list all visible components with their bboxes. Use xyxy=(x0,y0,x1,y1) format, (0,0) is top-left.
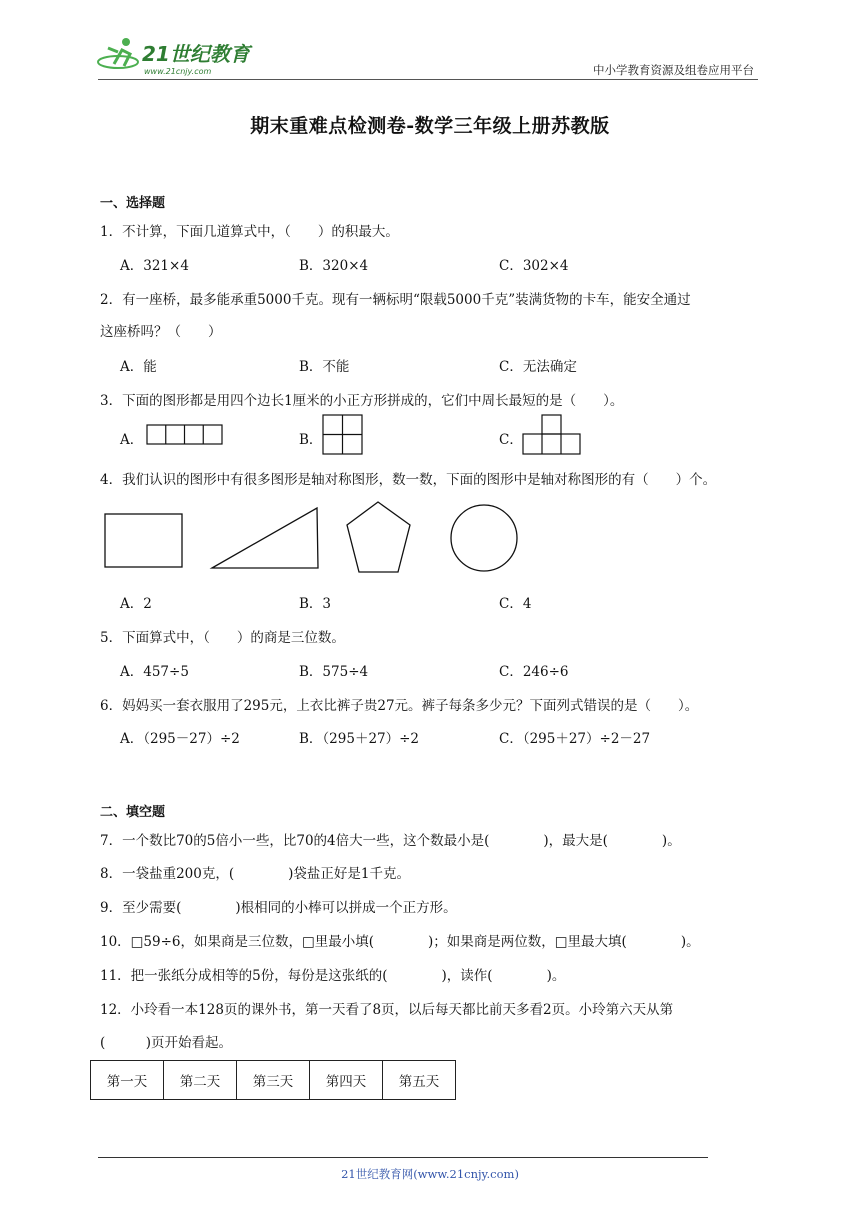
footer-text: 21世纪教育网(www.21cnjy.com) xyxy=(341,1167,519,1181)
question-5: 5．下面算式中，（ ）的商是三位数。 xyxy=(100,630,345,646)
header-divider xyxy=(98,79,758,80)
table-cell-day1: 第一天 xyxy=(91,1061,164,1100)
table-cell-day2: 第二天 xyxy=(164,1061,237,1100)
question-3: 3．下面的图形都是用四个边长1厘米的小正方形拼成的，它们中周长最短的是（ ）。 xyxy=(100,393,624,409)
rectangle-shape xyxy=(105,514,182,567)
table-cell-day4: 第四天 xyxy=(310,1061,383,1100)
q3-shape-b-square-grid xyxy=(322,414,364,456)
table-row xyxy=(91,1061,456,1100)
question-11: 11．把一张纸分成相等的5份，每份是这张纸的( )，读作( )。 xyxy=(100,968,566,984)
q3-option-a: A． xyxy=(120,432,144,448)
q1-option-b: B．320×4 xyxy=(299,258,369,274)
q3-option-c: C． xyxy=(499,432,523,448)
question-1: 1．不计算，下面几道算式中，（ ）的积最大。 xyxy=(100,224,399,240)
question-7: 7．一个数比70的5倍小一些，比70的4倍大一些，这个数最小是( )，最大是( )。 xyxy=(100,833,681,849)
q4-option-b: B．3 xyxy=(299,596,332,612)
logo-text: 21世纪教育 xyxy=(142,42,250,66)
question-12-line1: 12．小玲看一本128页的课外书，第一天看了8页，以后每天都比前天多看2页。小玲第六天从第 xyxy=(100,1002,674,1018)
question-2-line1: 2．有一座桥，最多能承重5000千克。现有一辆标明“限载5000千克”装满货物的卡车，能安全通过 xyxy=(100,292,691,308)
q4-option-c: C．4 xyxy=(499,596,532,612)
question-10: 10．□59÷6，如果商是三位数，□里最小填( )；如果商是两位数，□里最大填( )。 xyxy=(100,934,700,950)
q3-shape-a-row-of-squares xyxy=(146,424,224,446)
table-cell-day3: 第三天 xyxy=(237,1061,310,1100)
q5-option-c: C．246÷6 xyxy=(499,664,569,680)
q2-option-b: B．不能 xyxy=(299,359,350,375)
question-9: 9．至少需要( )根相同的小棒可以拼成一个正方形。 xyxy=(100,900,457,916)
q2-option-a: A．能 xyxy=(120,359,157,375)
q6-option-a: A．（295－27）÷2 xyxy=(120,731,240,747)
question-8: 8．一袋盐重200克，( )袋盐正好是1千克。 xyxy=(100,866,410,882)
q1-option-c: C．302×4 xyxy=(499,258,569,274)
days-table xyxy=(90,1060,456,1100)
table-cell-day5: 第五天 xyxy=(383,1061,456,1100)
question-6: 6．妈妈买一套衣服用了295元，上衣比裤子贵27元。裤子每条多少元？下面列式错误的是（ ）。 xyxy=(100,698,699,714)
q5-option-a: A．457÷5 xyxy=(120,664,189,680)
q2-option-c: C．无法确定 xyxy=(499,359,577,375)
section-heading-fill: 二、填空题 xyxy=(100,805,166,820)
question-2-line2: 这座桥吗？（ ） xyxy=(100,324,222,340)
q6-option-b: B．（295＋27）÷2 xyxy=(299,731,420,747)
q4-shapes xyxy=(98,498,528,580)
right-triangle-shape xyxy=(212,508,318,568)
q5-option-b: B．575÷4 xyxy=(299,664,369,680)
logo-graphic xyxy=(96,34,256,78)
logo-url: www.21cnjy.com xyxy=(144,67,212,76)
q3-shape-c-t-shape xyxy=(522,414,582,456)
circle-shape xyxy=(451,505,517,571)
page-title: 期末重难点检测卷-数学三年级上册苏教版 xyxy=(250,115,610,137)
platform-label: 中小学教育资源及组卷应用平台 xyxy=(593,63,754,77)
q6-option-c: C．（295＋27）÷2－27 xyxy=(499,731,651,747)
section-heading-choice: 一、选择题 xyxy=(100,196,166,211)
site-logo xyxy=(96,34,256,78)
question-12-line2: ( )页开始看起。 xyxy=(100,1035,233,1051)
pentagon-shape xyxy=(347,502,410,572)
q4-option-a: A．2 xyxy=(120,596,152,612)
footer-divider xyxy=(98,1157,708,1158)
q3-option-b: B． xyxy=(299,432,323,448)
q1-option-a: A．321×4 xyxy=(120,258,189,274)
question-4: 4．我们认识的图形中有很多图形是轴对称图形，数一数，下面的图形中是轴对称图形的有（ ）个。 xyxy=(100,472,717,488)
